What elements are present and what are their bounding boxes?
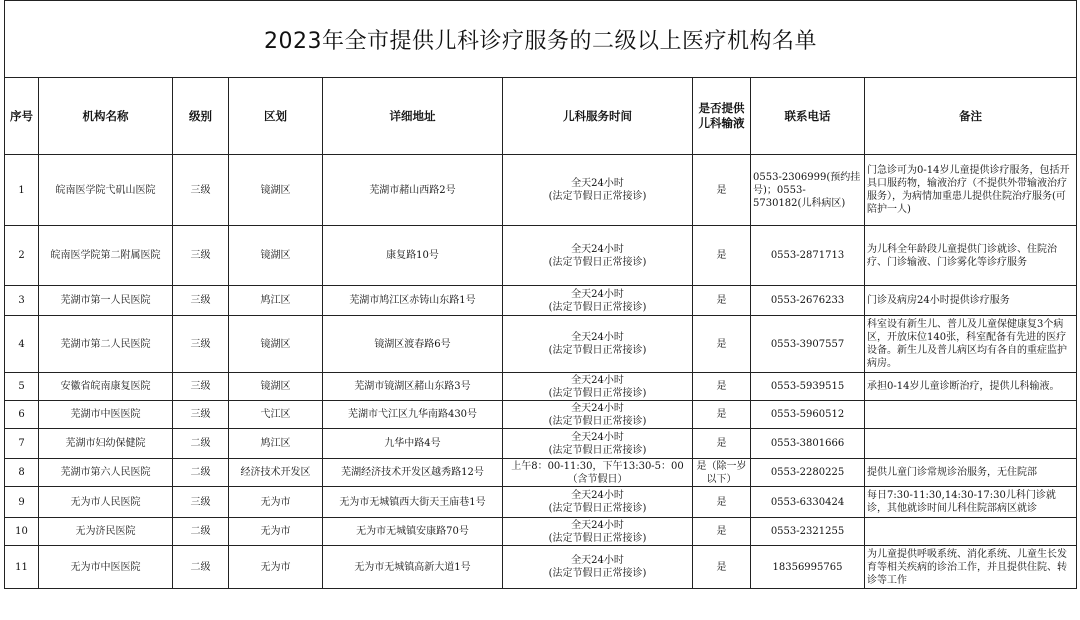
cell-phone: 0553-2871713 bbox=[751, 226, 865, 286]
cell-district: 镜湖区 bbox=[229, 316, 323, 373]
cell-level: 三级 bbox=[173, 373, 229, 401]
cell-phone: 0553-2676233 bbox=[751, 286, 865, 316]
cell-district: 鸠江区 bbox=[229, 286, 323, 316]
cell-level: 三级 bbox=[173, 316, 229, 373]
cell-name: 芜湖市第二人民医院 bbox=[39, 316, 173, 373]
table-row bbox=[5, 286, 1077, 316]
hours-line2: (法定节假日正常接诊) bbox=[548, 532, 647, 544]
hours-line2: (法定节假日正常接诊) bbox=[548, 415, 647, 427]
cell-address: 芜湖市赭山西路2号 bbox=[323, 155, 503, 226]
cell-name: 安徽省皖南康复医院 bbox=[39, 373, 173, 401]
table-row bbox=[5, 487, 1077, 518]
cell-address: 无为市无城镇安康路70号 bbox=[323, 518, 503, 546]
cell-address: 芜湖市弋江区九华南路430号 bbox=[323, 401, 503, 429]
hours-line2: (法定节假日正常接诊) bbox=[548, 301, 647, 313]
cell-name: 无为济民医院 bbox=[39, 518, 173, 546]
cell-district: 经济技术开发区 bbox=[229, 459, 323, 487]
cell-address: 镜湖区渡春路6号 bbox=[323, 316, 503, 373]
hours-line1: 全天24小时 bbox=[571, 402, 624, 414]
cell-service-hours bbox=[503, 286, 693, 316]
table-row bbox=[5, 546, 1077, 589]
cell-phone: 0553-5939515 bbox=[751, 373, 865, 401]
cell-note: 提供儿童门诊常规诊治服务，无住院部 bbox=[865, 459, 1077, 487]
cell-phone: 0553-2306999(预约挂号)；0553-5730182(儿科病区) bbox=[751, 155, 865, 226]
table-row bbox=[5, 401, 1077, 429]
cell-note: 为儿童提供呼吸系统、消化系统、儿童生长发育等相关疾病的诊治工作，并且提供住院、转诊等工作 bbox=[865, 546, 1077, 589]
cell-district: 无为市 bbox=[229, 546, 323, 589]
cell-no: 3 bbox=[5, 286, 39, 316]
header-infusion bbox=[693, 78, 751, 155]
hospital-list-sheet bbox=[4, 0, 1076, 612]
cell-note: 每日7:30-11:30,14:30-17:30儿科门诊就诊，其他就诊时间儿科住院部病区就诊 bbox=[865, 487, 1077, 518]
hospital-table bbox=[4, 0, 1077, 589]
cell-level: 三级 bbox=[173, 487, 229, 518]
hours-line1: 全天24小时 bbox=[571, 519, 624, 531]
cell-service-hours bbox=[503, 155, 693, 226]
cell-infusion: 是 bbox=[693, 316, 751, 373]
header-infusion-line1: 是否提供 bbox=[698, 101, 745, 115]
cell-level: 三级 bbox=[173, 286, 229, 316]
cell-level: 二级 bbox=[173, 546, 229, 589]
cell-service-hours bbox=[503, 401, 693, 429]
cell-no: 2 bbox=[5, 226, 39, 286]
cell-infusion: 是 bbox=[693, 155, 751, 226]
cell-level: 三级 bbox=[173, 401, 229, 429]
cell-address: 康复路10号 bbox=[323, 226, 503, 286]
cell-address: 无为市无城镇高新大道1号 bbox=[323, 546, 503, 589]
cell-district: 无为市 bbox=[229, 487, 323, 518]
cell-level: 三级 bbox=[173, 226, 229, 286]
hours-line1: 全天24小时 bbox=[571, 332, 624, 343]
header-row bbox=[5, 78, 1077, 155]
cell-district: 无为市 bbox=[229, 518, 323, 546]
hours-line2: (法定节假日正常接诊) bbox=[548, 568, 647, 579]
cell-level: 二级 bbox=[173, 459, 229, 487]
cell-infusion: 是（除一岁以下） bbox=[693, 459, 751, 487]
hours-line1: 全天24小时 bbox=[571, 178, 624, 189]
header-level: 级别 bbox=[173, 78, 229, 155]
cell-district: 镜湖区 bbox=[229, 155, 323, 226]
hours-line2: (法定节假日正常接诊) bbox=[548, 345, 647, 356]
hours-line2: (法定节假日正常接诊) bbox=[548, 503, 647, 514]
hours-line2: (法定节假日正常接诊) bbox=[548, 191, 647, 202]
cell-phone: 0553-2280225 bbox=[751, 459, 865, 487]
cell-infusion: 是 bbox=[693, 487, 751, 518]
cell-address: 芜湖市镜湖区赭山东路3号 bbox=[323, 373, 503, 401]
cell-note: 承担0-14岁儿童诊断治疗，提供儿科输液。 bbox=[865, 373, 1077, 401]
header-address: 详细地址 bbox=[323, 78, 503, 155]
header-name: 机构名称 bbox=[39, 78, 173, 155]
hours-line1: 全天24小时 bbox=[571, 374, 624, 386]
cell-infusion: 是 bbox=[693, 429, 751, 459]
cell-no: 10 bbox=[5, 518, 39, 546]
cell-no: 7 bbox=[5, 429, 39, 459]
hours-line1: 全天24小时 bbox=[571, 490, 624, 501]
cell-district: 镜湖区 bbox=[229, 373, 323, 401]
cell-name: 皖南医学院弋矶山医院 bbox=[39, 155, 173, 226]
hours-line1: 全天24小时 bbox=[571, 243, 624, 255]
cell-name: 芜湖市第六人民医院 bbox=[39, 459, 173, 487]
table-row bbox=[5, 459, 1077, 487]
hours-line1: 全天24小时 bbox=[571, 288, 624, 300]
cell-note: 为儿科全年龄段儿童提供门诊就诊、住院治疗、门诊输液、门诊雾化等诊疗服务 bbox=[865, 226, 1077, 286]
header-infusion-line2: 儿科输液 bbox=[698, 116, 745, 130]
cell-level: 三级 bbox=[173, 155, 229, 226]
cell-no: 1 bbox=[5, 155, 39, 226]
cell-infusion: 是 bbox=[693, 401, 751, 429]
cell-note bbox=[865, 429, 1077, 459]
cell-district: 镜湖区 bbox=[229, 226, 323, 286]
cell-phone: 0553-5960512 bbox=[751, 401, 865, 429]
cell-service-hours bbox=[503, 546, 693, 589]
cell-name: 无为市中医医院 bbox=[39, 546, 173, 589]
table-row bbox=[5, 518, 1077, 546]
cell-infusion: 是 bbox=[693, 518, 751, 546]
cell-district: 鸠江区 bbox=[229, 429, 323, 459]
cell-no: 9 bbox=[5, 487, 39, 518]
cell-address: 芜湖市鸠江区赤铸山东路1号 bbox=[323, 286, 503, 316]
cell-no: 8 bbox=[5, 459, 39, 487]
cell-service-hours bbox=[503, 459, 693, 487]
header-note: 备注 bbox=[865, 78, 1077, 155]
cell-name: 皖南医学院第二附属医院 bbox=[39, 226, 173, 286]
cell-address: 九华中路4号 bbox=[323, 429, 503, 459]
cell-infusion: 是 bbox=[693, 226, 751, 286]
cell-address: 芜湖经济技术开发区越秀路12号 bbox=[323, 459, 503, 487]
cell-service-hours bbox=[503, 226, 693, 286]
hours-line1: 全天24小时 bbox=[571, 431, 624, 443]
cell-no: 6 bbox=[5, 401, 39, 429]
cell-level: 二级 bbox=[173, 429, 229, 459]
table-row bbox=[5, 155, 1077, 226]
cell-phone: 0553-6330424 bbox=[751, 487, 865, 518]
cell-note: 门急诊可为0-14岁儿童提供诊疗服务，包括开具口服药物，输液治疗（不提供外带输液治疗服务），为病情加重患儿提供住院治疗服务(可陪护一人) bbox=[865, 155, 1077, 226]
cell-name: 芜湖市妇幼保健院 bbox=[39, 429, 173, 459]
cell-service-hours bbox=[503, 518, 693, 546]
cell-service-hours bbox=[503, 487, 693, 518]
cell-phone: 18356995765 bbox=[751, 546, 865, 589]
cell-level: 二级 bbox=[173, 518, 229, 546]
table-row bbox=[5, 429, 1077, 459]
hours-line1: 上午8：00-11:30，下午13:30-5：00 bbox=[511, 460, 684, 472]
cell-infusion: 是 bbox=[693, 546, 751, 589]
cell-note: 门诊及病房24小时提供诊疗服务 bbox=[865, 286, 1077, 316]
cell-no: 5 bbox=[5, 373, 39, 401]
cell-address: 无为市无城镇西大街天王庙巷1号 bbox=[323, 487, 503, 518]
page-title: 2023年全市提供儿科诊疗服务的二级以上医疗机构名单 bbox=[5, 1, 1077, 78]
header-district: 区划 bbox=[229, 78, 323, 155]
cell-phone: 0553-3801666 bbox=[751, 429, 865, 459]
header-no: 序号 bbox=[5, 78, 39, 155]
cell-infusion: 是 bbox=[693, 286, 751, 316]
hours-line2: （含节假日） bbox=[567, 473, 628, 485]
hours-line2: (法定节假日正常接诊) bbox=[548, 444, 647, 456]
hours-line1: 全天24小时 bbox=[571, 555, 624, 566]
cell-no: 11 bbox=[5, 546, 39, 589]
cell-phone: 0553-2321255 bbox=[751, 518, 865, 546]
table-row bbox=[5, 316, 1077, 373]
cell-service-hours bbox=[503, 429, 693, 459]
header-phone: 联系电话 bbox=[751, 78, 865, 155]
cell-service-hours bbox=[503, 373, 693, 401]
table-row bbox=[5, 373, 1077, 401]
cell-name: 芜湖市第一人民医院 bbox=[39, 286, 173, 316]
cell-name: 无为市人民医院 bbox=[39, 487, 173, 518]
cell-note: 科室设有新生儿、普儿及儿童保健康复3个病区，开放床位140张，科室配备有先进的医疗设备。新生儿及普儿病区均有各自的重症监护病房。 bbox=[865, 316, 1077, 373]
cell-phone: 0553-3907557 bbox=[751, 316, 865, 373]
cell-note bbox=[865, 518, 1077, 546]
cell-no: 4 bbox=[5, 316, 39, 373]
header-service-hours: 儿科服务时间 bbox=[503, 78, 693, 155]
cell-service-hours bbox=[503, 316, 693, 373]
table-row bbox=[5, 226, 1077, 286]
hours-line2: (法定节假日正常接诊) bbox=[548, 387, 647, 399]
cell-infusion: 是 bbox=[693, 373, 751, 401]
cell-note bbox=[865, 401, 1077, 429]
cell-name: 芜湖市中医医院 bbox=[39, 401, 173, 429]
cell-district: 弋江区 bbox=[229, 401, 323, 429]
hours-line2: (法定节假日正常接诊) bbox=[548, 256, 647, 268]
